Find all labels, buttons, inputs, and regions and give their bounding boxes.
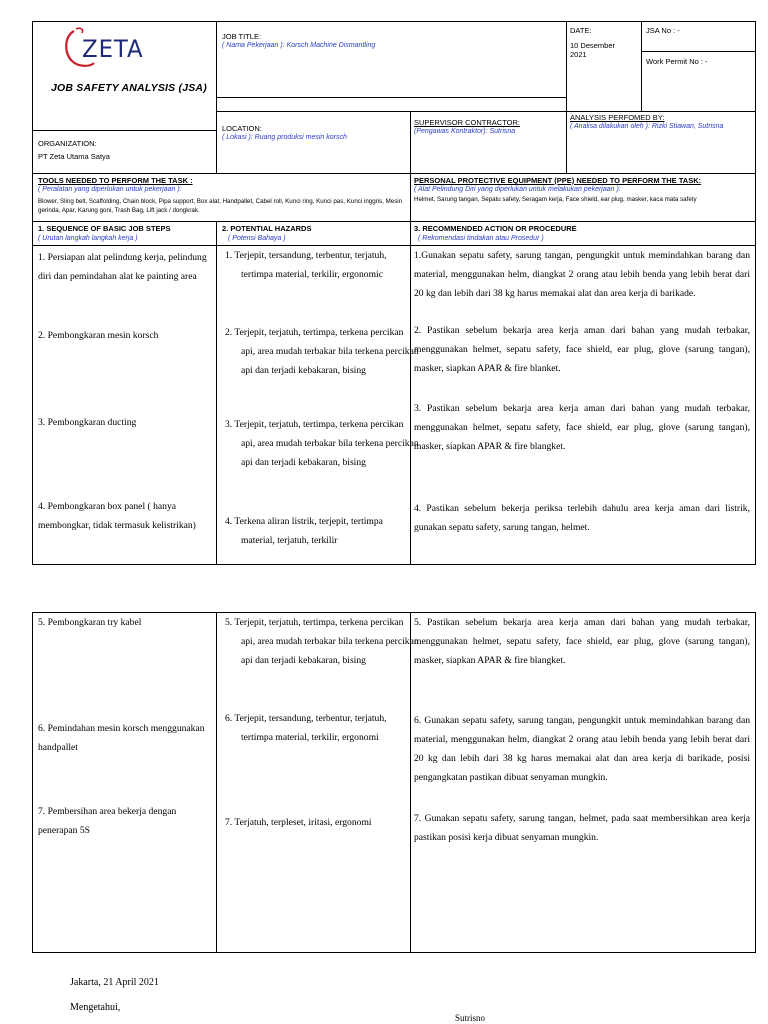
col-steps-sub: ( Urutan langkah langkah kerja ) bbox=[38, 235, 138, 242]
ppe-list: Helmet, Sarung tangan, Sepatu safety, Seragam kerja, Face shield, ear plug, masker, kaca mata safety bbox=[414, 196, 697, 203]
col-hazards-label: 2. POTENTIAL HAZARDS bbox=[222, 224, 312, 233]
acknowledged-label: Mengetahui, bbox=[70, 1002, 121, 1013]
step-7: 7. Pembersihan area bekerja dengan penerapan 5S bbox=[38, 806, 177, 836]
work-permit-number: Work Permit No : - bbox=[646, 57, 708, 66]
tools-label: TOOLS NEEDED TO PERFORM THE TASK : bbox=[38, 176, 193, 185]
location-value: ( Lokasi ): Ruang produksi mesin korsch bbox=[222, 134, 347, 141]
jsa-number: JSA No : - bbox=[646, 26, 680, 35]
hazard-1: 1. Terjepit, tersandung, terbentur, terjatuh, tertimpa material, terkilir, ergonomic bbox=[225, 250, 387, 280]
organization-value: PT Zeta Utama Satya bbox=[38, 152, 110, 161]
job-title-value: ( Nama Pekerjaan ): Korsch Machine Dismantling bbox=[222, 42, 376, 49]
job-title-label: JOB TITLE: bbox=[222, 32, 262, 41]
action-2: 2. Pastikan sebelum bekarja area kerja aman dari bahan yang mudah terbakar, menggunakan helmet, sepatu safety, face shield, ear plug, glove (sarung tangan), masker, siapkan APAR & fire blanket. bbox=[414, 325, 750, 374]
hazard-5: 5. Terjepit, terjatuh, tertimpa, terkena percikan api, area mudah terbakar bila terkena percikan api dan terjadi kebakaran, bising bbox=[225, 617, 419, 666]
location-label: LOCATION: bbox=[222, 124, 262, 133]
step-2: 2. Pembongkaran mesin korsch bbox=[38, 330, 159, 341]
place-date: Jakarta, 21 April 2021 bbox=[70, 977, 159, 988]
action-4: 4. Pastikan sebelum bekerja periksa terlebih dahulu area kerja aman dari listrik, gunakan sepatu safety, sarung tangan, helmet. bbox=[414, 503, 750, 533]
step-4: 4. Pembongkaran box panel ( hanya membongkar, tidak termasuk kelistrikan) bbox=[38, 501, 196, 531]
hazard-3: 3. Terjepit, terjatuh, tertimpa, terkena percikan api, area mudah terbakar bila terkena percikan api dan terjadi kebakaran, bising bbox=[225, 419, 419, 468]
tools-list: Blower, Sling belt, Scaffolding, Chain block, Pipa support, Box alat, Handpallet, Cabel roll, Kunci ring, Kunci pas, Kunci inggris, Mesin gerinda, Apar, Karung goni, Trash Bag, Lift jack / dongkrak. bbox=[38, 198, 403, 214]
step-6: 6. Pemindahan mesin korsch menggunakan handpallet bbox=[38, 723, 205, 753]
col-hazards-sub: ( Potensi Bahaya ) bbox=[228, 235, 286, 242]
ppe-sublabel: ( Alat Pelindung Diri yang diperlukan untuk melakukan pekerjaan ): bbox=[414, 186, 621, 193]
organization-label: ORGANIZATION: bbox=[38, 139, 97, 148]
step-5: 5. Pembongkaran try kabel bbox=[38, 617, 142, 628]
col-actions-sub: ( Rekomendasi tindakan atau Prosedur ) bbox=[418, 235, 544, 242]
col-actions-label: 3. RECOMMENDED ACTION OR PROCEDURE bbox=[414, 224, 577, 233]
jsa-table-page2 bbox=[0, 600, 768, 960]
logo-text: ZETA bbox=[82, 35, 144, 63]
action-6: 6. Gunakan sepatu safety, sarung tangan, pengungkit untuk memindahkan barang dan material, menggunakan helm, diangkat 2 orang atau lebih benda yang lebih berat dari 20 kg dan lebih dari 38 kg harus memakai alat dan area kerja di barikade, posisi pengangkatan pastikan dibuat senyaman mungkin. bbox=[414, 715, 750, 783]
action-5: 5. Pastikan sebelum bekarja area kerja aman dari bahan yang mudah terbakar, menggunakan helmet, sepatu safety, face shield, ear plug, glove (sarung tangan), masker, siapkan APAR & fire blangket. bbox=[414, 617, 750, 666]
supervisor-label: SUPERVISOR CONTRACTOR: bbox=[414, 118, 520, 127]
hazard-6: 6. Terjepit, tersandung, terbentur, terjatuh, tertimpa material, terkilir, ergonomi bbox=[225, 713, 387, 743]
tools-sublabel: ( Peralatan yang diperlukan untuk pekerjaan ): bbox=[38, 186, 182, 193]
doc-title: JOB SAFETY ANALYSIS (JSA) bbox=[51, 82, 207, 94]
zeta-logo bbox=[60, 27, 200, 73]
action-3: 3. Pastikan sebelum bekarja area kerja aman dari bahan yang mudah terbakar, menggunakan helmet, sepatu safety, face shield, ear plug, glove (sarung tangan), masker, siapkan APAR & fire blangket. bbox=[414, 403, 750, 452]
analysis-value: ( Analisa dilakukan oleh ): Rizki Stiawan, Sutrisna bbox=[570, 123, 724, 130]
analysis-label: ANALYSIS PERFOMED BY: bbox=[570, 113, 665, 122]
supervisor-value: (Pengawas Kontraktor): Sutrisna bbox=[414, 128, 516, 135]
step-1: 1. Persiapan alat pelindung kerja, pelindung diri dan pemindahan alat ke painting area bbox=[38, 252, 207, 282]
hazard-4: 4. Terkena aliran listrik, terjepit, tertimpa material, terjatuh, terkilir bbox=[225, 516, 383, 546]
hazard-2: 2. Terjepit, terjatuh, tertimpa, terkena percikan api, area mudah terbakar bila terkena percikan api dan terjadi kebakaran, bising bbox=[225, 327, 419, 376]
action-1: 1.Gunakan sepatu safety, sarung tangan, pengungkit untuk memindahkan barang dan material, menggunakan helm, diangkat 2 orang atau lebih benda yang lebih berat dari 20 kg dan lebih dari 38 kg harus memakai alat dan area kerja di barikade. bbox=[414, 250, 750, 299]
step-3: 3. Pembongkaran ducting bbox=[38, 417, 137, 428]
col-steps-label: 1. SEQUENCE OF BASIC JOB STEPS bbox=[38, 224, 171, 233]
ppe-label: PERSONAL PROTECTIVE EQUIPMENT (PPE) NEEDED TO PERFORM THE TASK: bbox=[414, 176, 702, 185]
signer-name: Sutrisno bbox=[455, 1013, 486, 1023]
hazard-7: 7. Terjatuh, terpleset, iritasi, ergonomi bbox=[225, 817, 372, 828]
date-value: 10 Desember 2021 bbox=[570, 41, 616, 59]
date-label: DATE: bbox=[570, 26, 592, 35]
action-7: 7. Gunakan sepatu safety, sarung tangan, helmet, pada saat membersihkan area kerja pastikan posisi kerja dibuat senyaman mungkin. bbox=[414, 813, 750, 843]
